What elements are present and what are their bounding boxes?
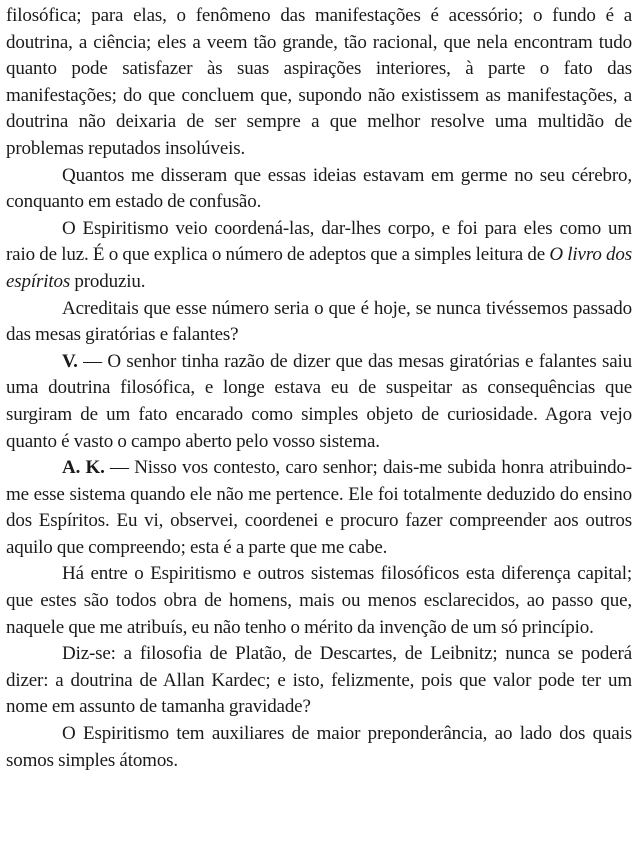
speaker-v: V. — [62, 350, 78, 372]
paragraph-3-text-before: O Espiritismo veio coordená-las, dar-lhes corpo, e foi para eles como um raio de luz. É o que explica o número de adeptos que a simples leitura de — [6, 217, 632, 266]
paragraph-4: Acreditais que esse número seria o que é hoje, se nunca tivéssemos passado das mesas giratórias e falantes? — [6, 297, 632, 346]
paragraph-6-text: — Nisso vos contesto, caro senhor; dais-me subida honra atribuindo-me esse sistema quando ele não me pertence. Ele foi totalmente deduzido do ensino dos Espíritos. Eu vi, observei, coordenei e procuro fazer compreender aos outros aquilo que compreendo; esta é a parte que me cabe. — [6, 457, 632, 558]
paragraph-1: filosófica; para elas, o fenômeno das manifestações é acessório; o fundo é a doutrina, a ciência; eles a veem tão grande, tão racional, que nela encontram tudo quanto pode satisfazer às suas aspirações interiores, à parte o fato das manifestações; do que concluem que, supondo não existissem as manifestações, a doutrina não deixaria de ser sempre a que melhor resolve uma multidão de problemas reputados insolúveis. — [6, 5, 632, 159]
paragraph-3 — [6, 216, 632, 296]
paragraph-5 — [6, 349, 632, 455]
speaker-ak: A. K. — [62, 457, 105, 479]
paragraph-6 — [6, 455, 632, 561]
book-title: O livro dos espíritos — [6, 244, 632, 292]
document-page — [6, 3, 632, 774]
paragraph-5-text: — O senhor tinha razão de dizer que das mesas giratórias e falantes saiu uma doutrina filosófica, e longe estava eu de suspeitar as consequências que surgiram de um fato encarado como simples objeto de curiosidade. Agora vejo quanto é vasto o campo aberto pelo vosso sistema. — [6, 350, 632, 452]
paragraph-9: O Espiritismo tem auxiliares de maior preponderância, ao lado dos quais somos simples átomos. — [6, 723, 632, 771]
paragraph-8: Diz-se: a filosofia de Platão, de Descartes, de Leibnitz; nunca se poderá dizer: a doutrina de Allan Kardec; e isto, felizmente, pois que valor pode ter um nome em assunto de tamanha gravidade? — [6, 643, 632, 718]
paragraph-7: Há entre o Espiritismo e outros sistemas filosóficos esta diferença capital; que estes são todos obra de homens, mais ou menos esclarecidos, ao passo que, naquele que me atribuís, eu não tenho o mérito da invenção de um só princípio. — [6, 563, 632, 638]
paragraph-3-text-after: produziu. — [70, 270, 146, 292]
paragraph-2: Quantos me disseram que essas ideias estavam em germe no seu cérebro, conquanto em estado de confusão. — [6, 164, 632, 213]
